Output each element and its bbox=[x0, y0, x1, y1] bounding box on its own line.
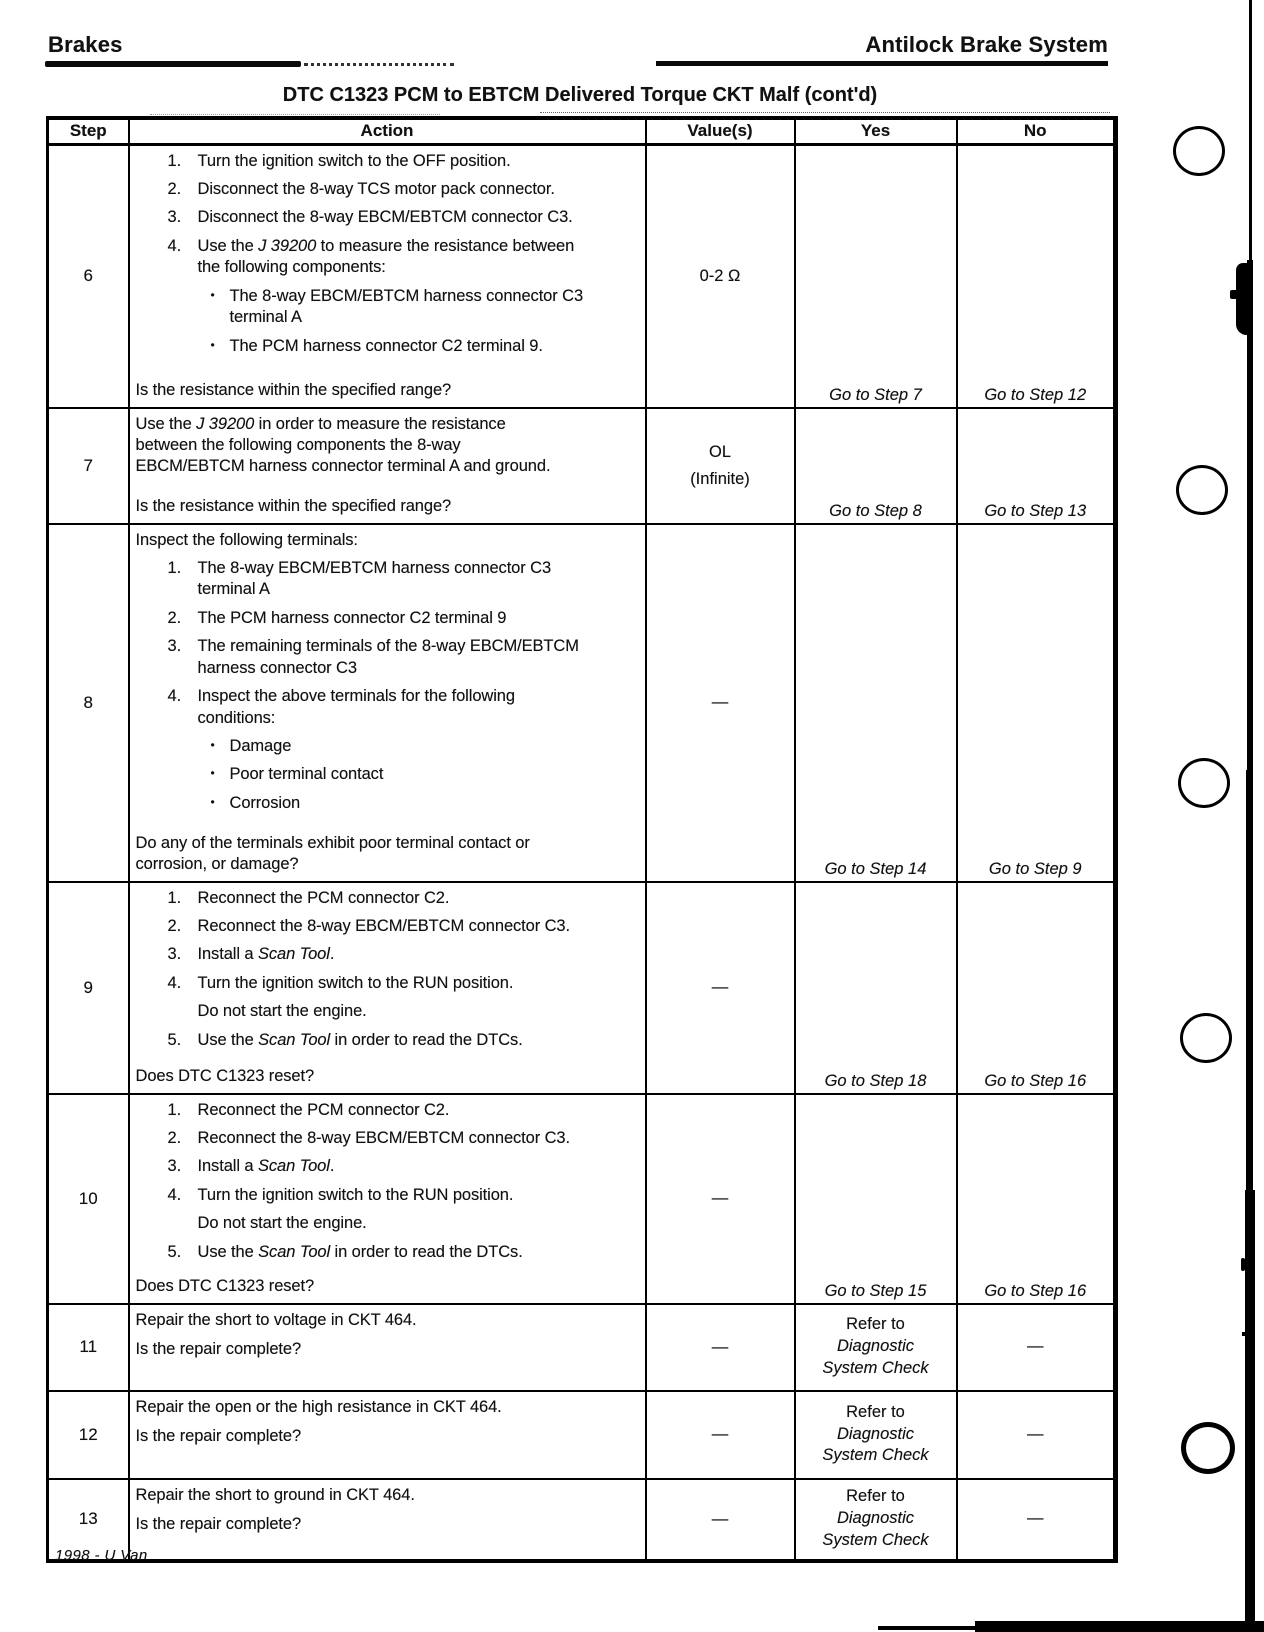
action-lead: Repair the short to ground in CKT 464. bbox=[135, 1485, 415, 1504]
step-cell: 11 bbox=[48, 1304, 129, 1391]
yes-cell-line: Go to Step 14 bbox=[824, 859, 927, 878]
yes-cell-line: Go to Step 15 bbox=[824, 1281, 927, 1300]
yes-cell-line: System Check bbox=[822, 1358, 929, 1377]
punch-hole bbox=[1178, 758, 1230, 808]
list-number: 2. bbox=[167, 179, 182, 198]
yes-cell bbox=[795, 144, 957, 408]
value-cell-line: (Infinite) bbox=[690, 469, 750, 488]
table-row bbox=[48, 408, 1116, 524]
value-cell-line: 0-2 Ω bbox=[699, 266, 741, 285]
list-number: 5. bbox=[167, 1242, 182, 1261]
action-content bbox=[134, 1100, 641, 1299]
no-cell bbox=[957, 1094, 1116, 1304]
step-cell: 13 bbox=[48, 1479, 129, 1561]
column-header-no: No bbox=[957, 118, 1116, 144]
list-number: 4. bbox=[167, 973, 182, 992]
value-cell-line: — bbox=[711, 978, 729, 997]
header-rule-dashes bbox=[304, 63, 454, 66]
action-content bbox=[134, 1485, 641, 1544]
value-cell bbox=[646, 1304, 795, 1391]
value-cell-line: — bbox=[711, 1337, 729, 1356]
list-number: 5. bbox=[167, 1030, 182, 1049]
yes-cell-line: Diagnostic bbox=[836, 1509, 915, 1528]
yes-cell-line: Diagnostic bbox=[836, 1337, 915, 1356]
action-lead: Repair the open or the high resistance in CKT 464. bbox=[135, 1397, 502, 1416]
list-number: 4. bbox=[167, 687, 182, 706]
header-rule-right bbox=[656, 61, 1108, 66]
action-num: 3. The remaining terminals of the 8-way EBCM/EBTCM harness connector C3 bbox=[167, 637, 579, 677]
list-number: 1. bbox=[167, 558, 182, 577]
action-bullet: • Damage bbox=[210, 737, 292, 755]
action-question: Is the repair complete? bbox=[135, 1426, 302, 1445]
action-cell bbox=[129, 408, 646, 524]
action-question: Is the repair complete? bbox=[135, 1514, 302, 1533]
scan-edge bbox=[1249, 0, 1252, 280]
no-cell-line: — bbox=[1027, 1337, 1044, 1356]
yes-cell-line: System Check bbox=[822, 1530, 929, 1549]
no-cell-line: Go to Step 9 bbox=[988, 859, 1082, 878]
action-question: Is the resistance within the specified range? bbox=[135, 381, 452, 400]
action-num: 1. Reconnect the PCM connector C2. bbox=[134, 1100, 641, 1121]
table-row bbox=[48, 1391, 1116, 1479]
step-cell: 9 bbox=[48, 882, 129, 1094]
yes-cell-line: Go to Step 7 bbox=[829, 385, 922, 404]
no-cell bbox=[957, 1304, 1116, 1391]
no-cell bbox=[957, 1479, 1116, 1561]
step-cell: 8 bbox=[48, 524, 129, 882]
action-num: 3. Disconnect the 8-way EBCM/EBTCM connector C3. bbox=[134, 207, 641, 228]
list-number: 3. bbox=[167, 1157, 182, 1176]
bullet-icon: • bbox=[210, 766, 215, 781]
action-cell bbox=[129, 1391, 646, 1479]
action-bullet: • Poor terminal contact bbox=[210, 765, 384, 784]
action-bullet: • The 8-way EBCM/EBTCM harness connector C3 terminal A bbox=[210, 286, 584, 327]
action-content bbox=[134, 151, 641, 403]
action-question: Does DTC C1323 reset? bbox=[135, 1067, 315, 1086]
step-cell: 7 bbox=[48, 408, 129, 524]
list-number: 1. bbox=[167, 888, 182, 907]
value-cell bbox=[646, 1094, 795, 1304]
value-cell bbox=[646, 144, 795, 408]
bullet-icon: • bbox=[210, 738, 215, 752]
action-num: 3. Install a Scan Tool. bbox=[134, 1156, 641, 1177]
column-header-action: Action bbox=[129, 118, 646, 144]
no-cell-line: — bbox=[1027, 1509, 1044, 1528]
scan-edge bbox=[1246, 770, 1253, 1210]
action-bullet: • The PCM harness connector C2 terminal 9. bbox=[210, 336, 543, 355]
column-header-values: Value(s) bbox=[646, 118, 795, 144]
action-content bbox=[134, 414, 641, 519]
list-number: 2. bbox=[167, 1128, 182, 1147]
bullet-icon: • bbox=[210, 337, 215, 352]
value-cell-line: — bbox=[711, 1425, 729, 1444]
punch-hole bbox=[1180, 1013, 1232, 1063]
table-row bbox=[48, 1479, 1116, 1561]
action-num: 4. Turn the ignition switch to the RUN position. bbox=[134, 1185, 641, 1206]
yes-cell-line: Diagnostic bbox=[836, 1424, 915, 1443]
action-num: 5. Use the Scan Tool in order to read the DTCs. bbox=[134, 1242, 641, 1263]
action-sub: Do not start the engine. bbox=[197, 1002, 367, 1021]
action-content bbox=[134, 530, 641, 877]
no-cell-line: — bbox=[1027, 1424, 1044, 1443]
action-cell bbox=[129, 524, 646, 882]
value-cell bbox=[646, 882, 795, 1094]
action-lead: Use the J 39200 in order to measure the resistance between the following components the 8-way EBCM/EBTCM harness connector terminal A and ground. bbox=[135, 414, 551, 476]
table-row bbox=[48, 1304, 1116, 1391]
scan-bottom-bar bbox=[975, 1621, 1264, 1632]
column-header-step: Step bbox=[48, 118, 129, 144]
action-num: 1. Turn the ignition switch to the OFF position. bbox=[134, 151, 641, 172]
yes-cell-line: Refer to bbox=[846, 1487, 905, 1506]
bullet-icon: • bbox=[210, 287, 215, 302]
header-rule-left bbox=[45, 61, 301, 67]
action-cell bbox=[129, 144, 646, 408]
action-content bbox=[134, 1397, 641, 1456]
no-cell bbox=[957, 144, 1116, 408]
scan-edge-blob bbox=[1236, 263, 1252, 335]
scan-edge bbox=[1245, 1190, 1255, 1632]
value-cell bbox=[646, 1479, 795, 1561]
action-num: 4. Inspect the above terminals for the following conditions: bbox=[167, 687, 515, 727]
list-number: 3. bbox=[167, 945, 182, 964]
action-num: 2. Reconnect the 8-way EBCM/EBTCM connector C3. bbox=[134, 916, 641, 937]
action-cell bbox=[129, 1304, 646, 1391]
yes-cell bbox=[795, 1304, 957, 1391]
scan-dotted-artifact bbox=[540, 112, 1110, 113]
column-header-yes: Yes bbox=[795, 118, 957, 144]
list-number: 4. bbox=[167, 1185, 182, 1204]
no-cell bbox=[957, 882, 1116, 1094]
table-row bbox=[48, 144, 1116, 408]
step-cell: 10 bbox=[48, 1094, 129, 1304]
yes-cell bbox=[795, 882, 957, 1094]
punch-hole bbox=[1176, 465, 1228, 515]
list-number: 3. bbox=[167, 208, 182, 227]
no-cell bbox=[957, 524, 1116, 882]
action-question: Does DTC C1323 reset? bbox=[135, 1277, 315, 1296]
value-cell-line: — bbox=[711, 1509, 729, 1528]
no-cell-line: Go to Step 12 bbox=[984, 385, 1087, 404]
action-question: Is the repair complete? bbox=[135, 1339, 302, 1358]
yes-cell-line: System Check bbox=[822, 1446, 929, 1465]
action-num: 4. Turn the ignition switch to the RUN position. bbox=[134, 973, 641, 994]
page-footer: 1998 - U Van bbox=[55, 1547, 148, 1564]
action-cell bbox=[129, 1094, 646, 1304]
action-num: 1. The 8-way EBCM/EBTCM harness connector C3 terminal A bbox=[167, 558, 552, 599]
value-cell-line: OL bbox=[708, 443, 731, 462]
action-bullet: • Corrosion bbox=[210, 793, 301, 812]
action-sub: Do not start the engine. bbox=[197, 1214, 367, 1233]
bullet-icon: • bbox=[210, 794, 215, 809]
yes-cell-line: Go to Step 8 bbox=[829, 501, 922, 520]
no-cell-line: Go to Step 13 bbox=[984, 501, 1087, 520]
value-cell-line: — bbox=[711, 1189, 729, 1208]
action-num: 5. Use the Scan Tool in order to read the DTCs. bbox=[134, 1030, 641, 1051]
action-num: 4. Use the J 39200 to measure the resistance between the following components: bbox=[167, 236, 575, 277]
action-cell bbox=[129, 1479, 646, 1561]
yes-cell-line: Refer to bbox=[846, 1402, 905, 1421]
action-num: 2. The PCM harness connector C2 terminal 9 bbox=[134, 608, 641, 629]
table-row bbox=[48, 524, 1116, 882]
list-number: 1. bbox=[167, 151, 182, 170]
action-question: Is the resistance within the specified range? bbox=[135, 497, 452, 516]
page-header-left: Brakes bbox=[48, 32, 123, 57]
step-cell: 6 bbox=[48, 144, 129, 408]
value-cell bbox=[646, 524, 795, 882]
yes-cell bbox=[795, 1094, 957, 1304]
value-cell-line: — bbox=[711, 693, 729, 712]
list-number: 2. bbox=[167, 916, 182, 935]
page-title: DTC C1323 PCM to EBTCM Delivered Torque CKT Malf (cont'd) bbox=[282, 84, 878, 106]
table-row bbox=[48, 882, 1116, 1094]
no-cell bbox=[957, 1391, 1116, 1479]
list-number: 1. bbox=[167, 1100, 182, 1119]
table-body bbox=[48, 144, 1116, 1561]
yes-cell-line: Refer to bbox=[846, 1315, 905, 1334]
action-lead: Inspect the following terminals: bbox=[135, 530, 358, 549]
action-cell bbox=[129, 882, 646, 1094]
yes-cell bbox=[795, 1479, 957, 1561]
scan-speck bbox=[1242, 1332, 1248, 1336]
scan-speck bbox=[1241, 1258, 1245, 1271]
no-cell-line: Go to Step 16 bbox=[984, 1281, 1087, 1300]
yes-cell-line: Go to Step 18 bbox=[824, 1071, 927, 1090]
action-lead: Repair the short to voltage in CKT 464. bbox=[135, 1310, 417, 1329]
action-num: 2. Disconnect the 8-way TCS motor pack connector. bbox=[134, 179, 641, 200]
scan-edge bbox=[1247, 260, 1253, 780]
action-num: 3. Install a Scan Tool. bbox=[134, 944, 641, 965]
value-cell bbox=[646, 1391, 795, 1479]
punch-hole bbox=[1173, 126, 1225, 176]
table-header-row bbox=[48, 118, 1116, 144]
scan-bottom-bar bbox=[878, 1626, 978, 1630]
action-num: 2. Reconnect the 8-way EBCM/EBTCM connector C3. bbox=[134, 1128, 641, 1149]
scan-edge-mark bbox=[1230, 290, 1240, 299]
no-cell-line: Go to Step 16 bbox=[984, 1071, 1087, 1090]
scan-dotted-artifact bbox=[150, 114, 440, 115]
list-number: 3. bbox=[167, 637, 182, 656]
table-row bbox=[48, 1094, 1116, 1304]
punch-hole bbox=[1181, 1422, 1235, 1474]
list-number: 4. bbox=[167, 236, 182, 255]
value-cell bbox=[646, 408, 795, 524]
action-num: 1. Reconnect the PCM connector C2. bbox=[134, 888, 641, 909]
yes-cell bbox=[795, 408, 957, 524]
step-cell: 12 bbox=[48, 1391, 129, 1479]
page-header-right: Antilock Brake System bbox=[865, 32, 1108, 57]
action-question: Do any of the terminals exhibit poor terminal contact or corrosion, or damage? bbox=[135, 833, 530, 874]
action-content bbox=[134, 888, 641, 1089]
diagnostic-table bbox=[46, 116, 1118, 1563]
list-number: 2. bbox=[167, 608, 182, 627]
yes-cell bbox=[795, 524, 957, 882]
no-cell bbox=[957, 408, 1116, 524]
action-content bbox=[134, 1310, 641, 1369]
yes-cell bbox=[795, 1391, 957, 1479]
